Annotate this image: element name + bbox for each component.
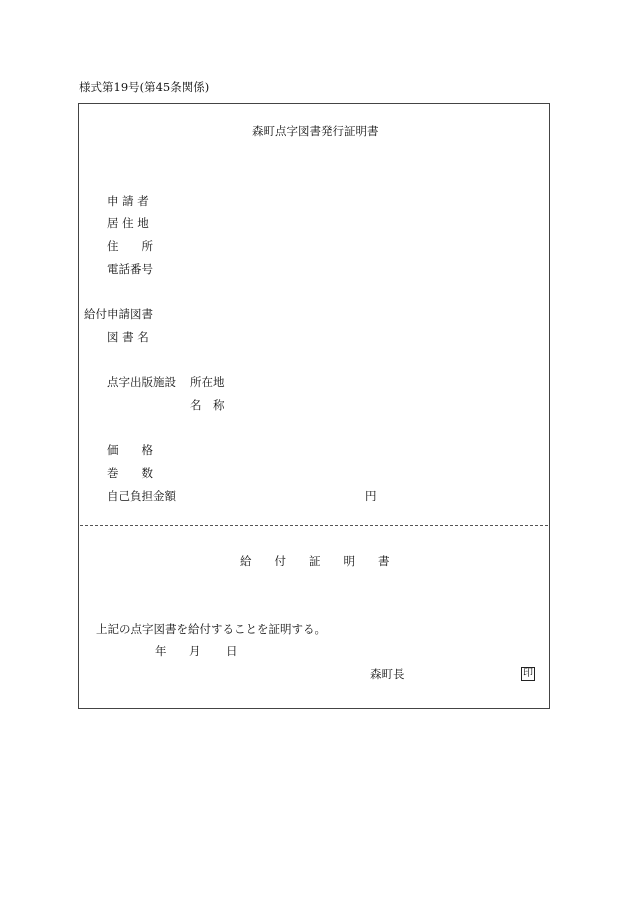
date-month: 月: [189, 644, 201, 658]
price-label: 価 格: [107, 443, 153, 457]
phone-label: 電話番号: [107, 262, 153, 276]
certificate-statement: 上記の点字図書を給付することを証明する。: [96, 622, 326, 636]
yen-label: 円: [365, 489, 377, 503]
copay-label: 自己負担金額: [107, 489, 176, 503]
date-year: 年: [155, 644, 167, 658]
dashed-divider: [80, 525, 548, 526]
facility-label: 点字出版施設: [107, 375, 176, 389]
residence-label: 居 住 地: [107, 216, 149, 230]
facility-location-label: 所在地: [190, 375, 225, 389]
facility-name-label: 名 称: [190, 398, 225, 412]
document-title: 森町点字図書発行証明書: [252, 124, 379, 138]
applicant-heading: 申 請 者: [107, 194, 149, 208]
certificate-title: 給 付 証 明 書: [240, 554, 390, 568]
date-day: 日: [226, 644, 238, 658]
issuer-label: 森町長: [370, 667, 405, 681]
seal-mark: 印: [523, 668, 533, 679]
volumes-label: 巻 数: [107, 466, 153, 480]
form-number: 様式第19号(第45条関係): [79, 80, 210, 94]
book-heading: 給付申請図書: [84, 307, 153, 321]
book-name-label: 図 書 名: [107, 330, 149, 344]
address-label: 住 所: [107, 239, 153, 253]
